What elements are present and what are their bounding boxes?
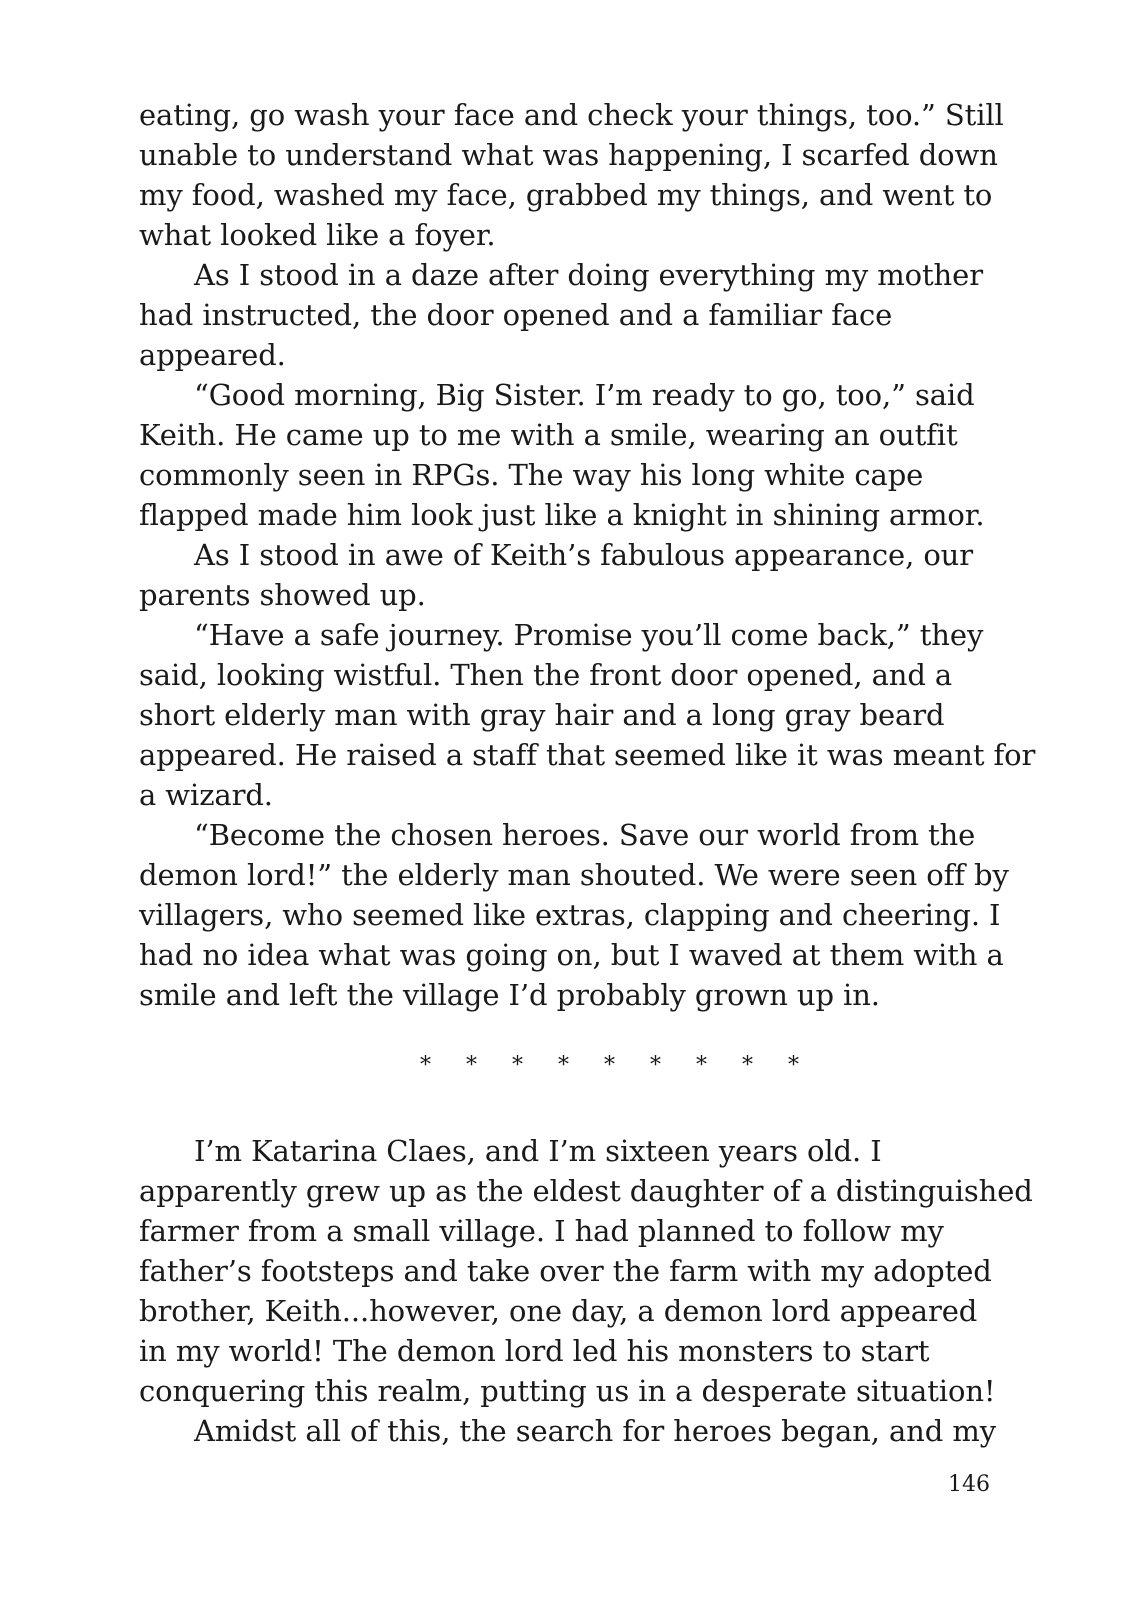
text-line: Amidst all of this, the search for heroes began, and my bbox=[194, 1414, 996, 1448]
text-line: demon lord!” the elderly man shouted. We were seen off by bbox=[139, 858, 1009, 892]
text-block-top bbox=[139, 95, 1036, 1015]
text-line: smile and left the village I’d probably grown up in. bbox=[139, 978, 880, 1012]
text-line: “Have a safe journey. Promise you’ll come back,” they bbox=[194, 618, 984, 652]
text-line: said, looking wistful. Then the front door opened, and a bbox=[139, 658, 953, 692]
text-block-bottom bbox=[139, 1131, 1033, 1451]
scene-break: * * * * * * * * * bbox=[420, 1053, 813, 1078]
text-line: flapped made him look just like a knight in shining armor. bbox=[139, 498, 985, 532]
text-line: conquering this realm, putting us in a desperate situation! bbox=[139, 1374, 996, 1408]
text-line: appeared. bbox=[139, 338, 286, 372]
text-line: As I stood in a daze after doing everything my mother bbox=[194, 258, 983, 292]
page-number: 146 bbox=[948, 1472, 990, 1497]
text-line: farmer from a small village. I had planned to follow my bbox=[139, 1214, 944, 1248]
text-line: appeared. He raised a staff that seemed like it was meant for bbox=[139, 738, 1036, 772]
text-line: my food, washed my face, grabbed my things, and went to bbox=[139, 178, 993, 212]
text-line: parents showed up. bbox=[139, 578, 426, 612]
text-line: short elderly man with gray hair and a long gray beard bbox=[139, 698, 945, 732]
text-line: had no idea what was going on, but I waved at them with a bbox=[139, 938, 1004, 972]
text-line: villagers, who seemed like extras, clapping and cheering. I bbox=[139, 898, 1001, 932]
text-line: “Good morning, Big Sister. I’m ready to go, too,” said bbox=[194, 378, 975, 412]
text-line: father’s footsteps and take over the farm with my adopted bbox=[139, 1254, 992, 1288]
text-line: a wizard. bbox=[139, 778, 273, 812]
text-line: “Become the chosen heroes. Save our world from the bbox=[194, 818, 976, 852]
text-line: apparently grew up as the eldest daughter of a distinguished bbox=[139, 1174, 1033, 1208]
text-line: unable to understand what was happening, I scarfed down bbox=[139, 138, 998, 172]
text-line: eating, go wash your face and check your things, too.” Still bbox=[139, 98, 1004, 132]
text-line: Keith. He came up to me with a smile, wearing an outfit bbox=[139, 418, 958, 452]
text-line: what looked like a foyer. bbox=[139, 218, 496, 252]
text-line: As I stood in awe of Keith’s fabulous appearance, our bbox=[194, 538, 974, 572]
text-line: in my world! The demon lord led his monsters to start bbox=[139, 1334, 930, 1368]
text-line: commonly seen in RPGs. The way his long white cape bbox=[139, 458, 924, 492]
text-line: had instructed, the door opened and a familiar face bbox=[139, 298, 893, 332]
text-line: brother, Keith...however, one day, a demon lord appeared bbox=[139, 1294, 978, 1328]
text-line: I’m Katarina Claes, and I’m sixteen years old. I bbox=[194, 1134, 882, 1168]
